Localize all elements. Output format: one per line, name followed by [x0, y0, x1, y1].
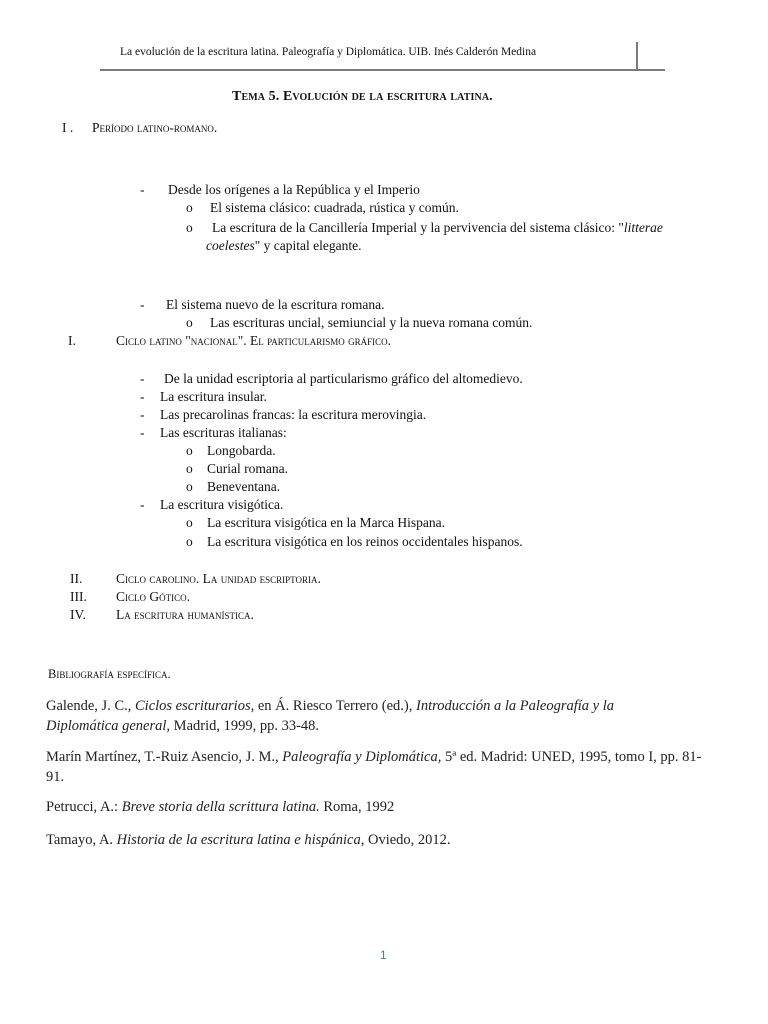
- sub-marker: o: [186, 200, 193, 215]
- section-numeral: II.: [70, 571, 83, 586]
- sub-list-item: Beneventana.: [207, 479, 281, 494]
- section-heading: Ciclo carolino. La unidad escriptoria.: [116, 571, 321, 586]
- sub-list-item: Longobarda.: [207, 443, 276, 458]
- sub-marker: o: [186, 534, 193, 549]
- section-heading: Ciclo Gótico.: [116, 589, 190, 604]
- sub-list-item: El sistema clásico: cuadrada, rústica y común.: [210, 200, 459, 215]
- header-rule: [100, 69, 665, 71]
- sub-list-item: La escritura de la Cancillería Imperial y la pervivencia del sistema clásico: "litterae: [212, 220, 663, 235]
- section-heading: La escritura humanística.: [116, 607, 254, 622]
- list-item: La escritura insular.: [160, 389, 267, 404]
- sub-marker: o: [186, 515, 193, 530]
- list-bullet: -: [140, 182, 145, 197]
- sub-list-item: La escritura visigótica en los reinos occidentales hispanos.: [207, 534, 523, 549]
- list-bullet: -: [140, 297, 145, 312]
- sub-marker: o: [186, 479, 193, 494]
- list-item: De la unidad escriptoria al particularismo gráfico del altomedievo.: [164, 371, 523, 386]
- sub-list-item: Las escrituras uncial, semiuncial y la nueva romana común.: [210, 315, 533, 330]
- bibliography-heading: Bibliografía específica.: [48, 667, 171, 681]
- section-numeral: III.: [70, 589, 87, 604]
- bibliography-entry: Galende, J. C., Ciclos escriturarios, en Á. Riesco Terrero (ed.), Introducción a la Paleografía y la Diplomática general, Madrid, 1999, pp. 33-48.: [46, 698, 615, 734]
- list-item: La escritura visigótica.: [160, 497, 284, 512]
- section-heading: Período latino-romano.: [92, 120, 218, 135]
- bibliography-entry: Petrucci, A.: Breve storia della scrittura latina. Roma, 1992: [46, 799, 395, 815]
- section-numeral: I.: [68, 333, 76, 348]
- italic-term: litterae: [623, 220, 663, 235]
- header-vertical-rule: [636, 42, 638, 70]
- document-title: Tema 5. Evolución de la escritura latina.: [232, 89, 493, 104]
- running-header: La evolución de la escritura latina. Paleografía y Diplomática. UIB. Inés Calderón Medina: [120, 46, 537, 58]
- bibliography-entry: Marín Martínez, T.-Ruiz Asencio, J. M., Paleografía y Diplomática, 5ª ed. Madrid: UNED, 1995, tomo I, pp. 81-91.: [46, 749, 702, 785]
- section-numeral: IV.: [70, 607, 86, 622]
- list-item: El sistema nuevo de la escritura romana.: [166, 297, 385, 312]
- sub-marker: o: [186, 461, 193, 476]
- section-heading: Ciclo latino "nacional". El particularismo gráfico.: [116, 333, 392, 348]
- list-bullet: -: [140, 407, 145, 422]
- sub-marker: o: [186, 315, 193, 330]
- sub-list-item: Curial romana.: [207, 461, 288, 476]
- list-bullet: -: [140, 389, 145, 404]
- section-numeral: I .: [62, 120, 74, 135]
- list-item: Desde los orígenes a la República y el Imperio: [168, 182, 420, 197]
- list-item: Las precarolinas francas: la escritura merovingia.: [160, 407, 427, 422]
- bibliography-entry: Tamayo, A. Historia de la escritura latina e hispánica, Oviedo, 2012.: [46, 832, 451, 848]
- list-bullet: -: [140, 425, 145, 440]
- italic-term: coelestes: [206, 238, 255, 253]
- list-bullet: -: [140, 497, 145, 512]
- page-number: 1: [380, 948, 387, 962]
- sub-marker: o: [186, 443, 193, 458]
- list-bullet: -: [140, 371, 145, 386]
- sub-list-item-continued: coelestes" y capital elegante.: [206, 238, 362, 253]
- sub-marker: o: [186, 220, 193, 235]
- list-item: Las escrituras italianas:: [160, 425, 287, 440]
- sub-list-item: La escritura visigótica en la Marca Hispana.: [207, 515, 446, 530]
